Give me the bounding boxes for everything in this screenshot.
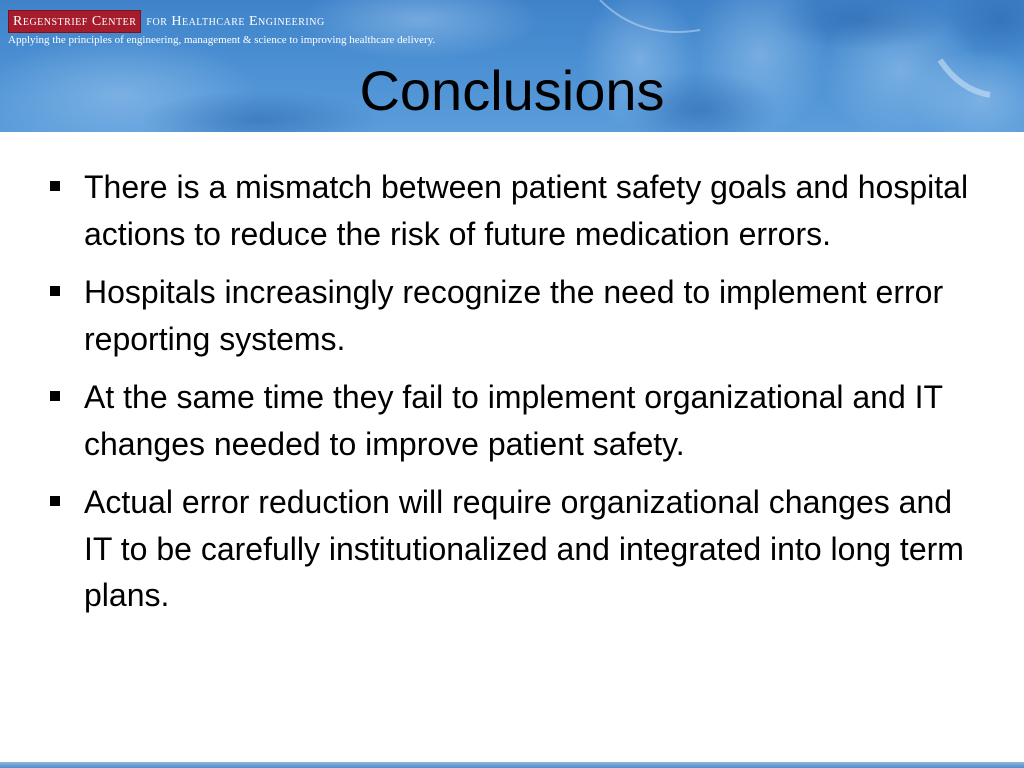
- bullet-item: [48, 164, 988, 257]
- square-bullet-icon: [50, 496, 60, 506]
- square-bullet-icon: [50, 391, 60, 401]
- logo-highlight: Regenstrief Center: [8, 10, 141, 33]
- slide-header-banner: [0, 0, 1024, 132]
- bullet-text: There is a mismatch between patient safety goals and hospital actions to reduce the risk of future medication errors.: [84, 169, 969, 252]
- slide-title: Conclusions: [359, 59, 665, 122]
- bullet-item: [48, 269, 988, 362]
- logo-subtitle: for Healthcare Engineering: [146, 13, 325, 29]
- footer-bar: [0, 762, 1024, 768]
- organization-tagline: Applying the principles of engineering, management & science to improving healthcare delivery.: [8, 34, 436, 46]
- square-bullet-icon: [50, 181, 60, 191]
- organization-logo: [8, 10, 325, 32]
- square-bullet-icon: [50, 286, 60, 296]
- bullet-text: Actual error reduction will require organizational changes and IT to be carefully institutionalized and integrated into long term plans.: [84, 484, 964, 613]
- bullet-text: At the same time they fail to implement organizational and IT changes needed to improve patient safety.: [84, 379, 943, 462]
- bullet-item: [48, 374, 988, 467]
- bullet-item: [48, 479, 988, 619]
- bullet-text: Hospitals increasingly recognize the need to implement error reporting systems.: [84, 274, 944, 357]
- bullet-list: [48, 164, 988, 631]
